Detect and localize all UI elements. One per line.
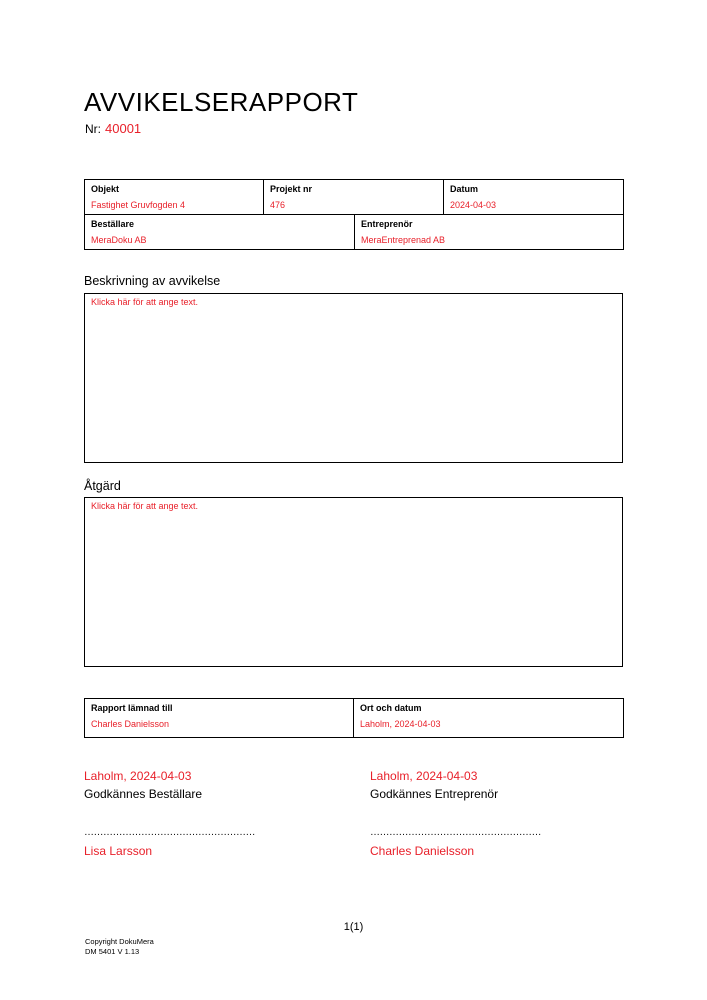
atgard-placeholder: Klicka här för att ange text. <box>91 501 199 511</box>
report-number-value[interactable]: 40001 <box>105 121 142 136</box>
footer-doc-id: DM 5401 V 1.13 <box>85 947 140 956</box>
datum-value[interactable]: 2024-04-03 <box>450 200 497 210</box>
entreprenor-value[interactable]: MeraEntreprenad AB <box>361 235 446 245</box>
signature-right-role: Godkännes Entreprenör <box>370 787 499 801</box>
footer-copyright: Copyright DokuMera <box>85 937 154 946</box>
lamnad-value[interactable]: Charles Danielsson <box>91 719 170 729</box>
beskrivning-field[interactable] <box>84 293 623 463</box>
signature-right-line: ……………………………………………… <box>370 827 541 838</box>
objekt-cell <box>85 180 264 215</box>
objekt-value[interactable]: Fastighet Gruvfogden 4 <box>91 200 186 210</box>
projekt-value[interactable]: 476 <box>270 200 286 210</box>
beskrivning-placeholder: Klicka här för att ange text. <box>91 297 199 307</box>
datum-label: Datum <box>450 184 479 194</box>
report-number-label: Nr: <box>85 122 101 136</box>
page-number: 1(1) <box>343 921 364 933</box>
lamnad-cell <box>85 699 354 738</box>
footer <box>85 937 154 957</box>
ort-datum-cell <box>354 699 624 738</box>
signature-left <box>84 769 255 859</box>
signature-left-line: ……………………………………………… <box>84 827 255 838</box>
info-table <box>84 179 624 250</box>
projekt-label: Projekt nr <box>270 184 313 194</box>
signature-left-role: Godkännes Beställare <box>84 787 203 801</box>
beskrivning-label: Beskrivning av avvikelse <box>84 274 221 288</box>
atgard-label: Åtgärd <box>84 479 121 493</box>
bestallare-cell <box>85 215 355 250</box>
objekt-label: Objekt <box>91 184 120 194</box>
rapport-table <box>84 698 624 738</box>
entreprenor-label: Entreprenör <box>361 219 413 229</box>
lamnad-label: Rapport lämnad till <box>91 703 173 713</box>
bestallare-value[interactable]: MeraDoku AB <box>91 235 147 245</box>
page-title: AVVIKELSERAPPORT <box>84 87 359 117</box>
signature-left-name[interactable]: Lisa Larsson <box>84 844 153 858</box>
entreprenor-cell <box>355 215 624 250</box>
bestallare-label: Beställare <box>91 219 135 229</box>
datum-cell <box>444 180 624 215</box>
signature-right-name[interactable]: Charles Danielsson <box>370 844 475 858</box>
signature-left-date[interactable]: Laholm, 2024-04-03 <box>84 769 192 783</box>
signature-right-date[interactable]: Laholm, 2024-04-03 <box>370 769 478 783</box>
projekt-cell <box>264 180 444 215</box>
signature-right <box>370 769 541 859</box>
ort-datum-label: Ort och datum <box>360 703 422 713</box>
report-number <box>85 121 141 137</box>
atgard-field[interactable] <box>84 497 623 667</box>
ort-datum-value[interactable]: Laholm, 2024-04-03 <box>360 719 441 729</box>
